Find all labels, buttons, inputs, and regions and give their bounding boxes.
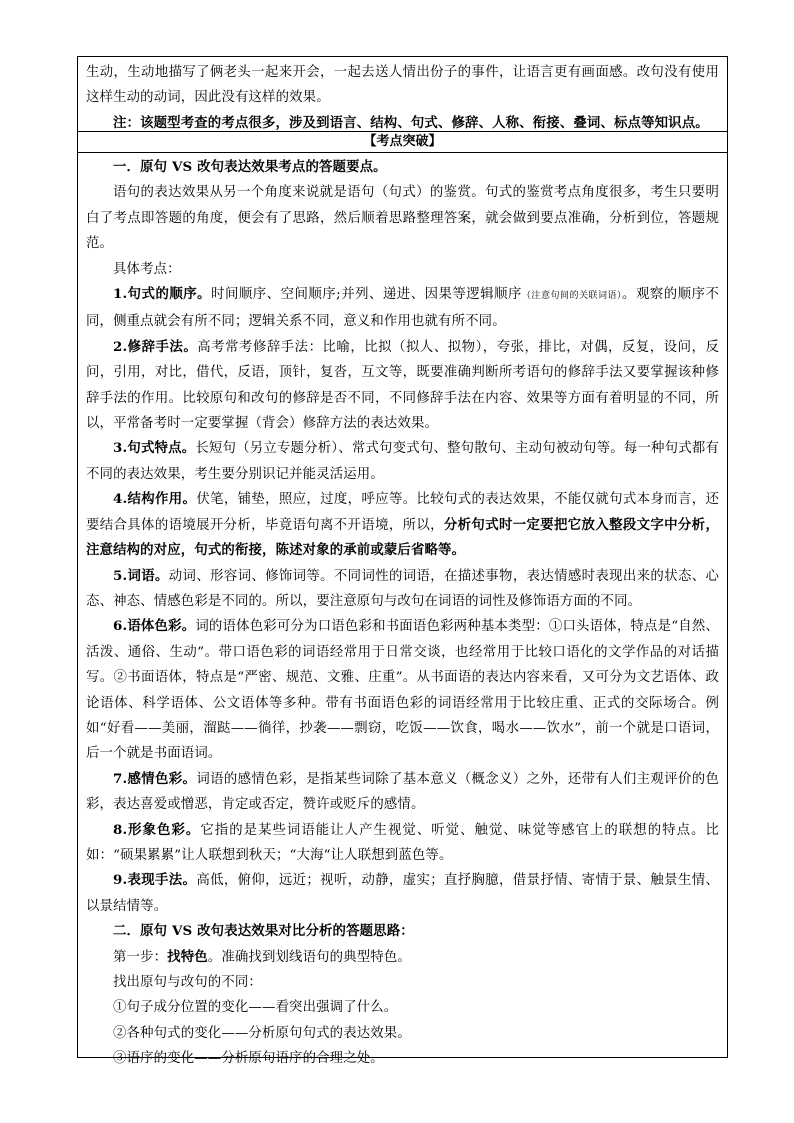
point-1-text-b: 。观察的顺序不同，侧重点就会有所不同；逻辑关系不同，意义和作用也就有所不同。 [86, 287, 719, 330]
point-8-text: 它指的是某些词语能让人产生视觉、听觉、触觉、味觉等感官上的联想的特点。比如：“硕果累累”让人联想到秋天；“大海“让人联想到蓝色等。 [86, 822, 720, 863]
point-3-text: 长短句（另立专题分析）、常式句变式句、整句散句、主动句被动句等。每一种句式都有不同的表达效果，考生要分别识记并能灵活运用。 [86, 441, 719, 482]
step-one-text: 。准确找到划线语句的典型特色。 [207, 949, 411, 965]
point-6 [86, 614, 719, 766]
point-9 [86, 868, 719, 919]
body-cell [78, 153, 727, 1072]
specific-label: 具体考点： [113, 261, 181, 277]
point-8 [86, 818, 719, 869]
point-4-bold: 分析句式时一定要把它放入整段文字中分析，注意结构的对应，句式的衔接，陈述对象的承前或蒙后省略等。 [86, 516, 719, 559]
point-5 [86, 564, 719, 615]
list-item-2: ②各种句式的变化——分析原句句式的表达效果。 [113, 1025, 411, 1041]
point-6-title: 6.语体色彩。 [113, 618, 196, 635]
point-1-note: （注意句间的关联词语） [521, 291, 623, 302]
point-8-title: 8.形象色彩。 [113, 821, 201, 838]
heading-two: 二．原句 VS 改句表达效果对比分析的答题思路： [113, 923, 414, 940]
top-cell [78, 57, 727, 132]
point-2-text: 高考常考修辞手法：比喻，比拟（拟人、拟物），夸张，排比，对偶，反复，设问，反问，引用，对比，借代，反语，顶针，复沓，互文等，既要准确判断所考语句的修辞手法又要掌握该种修辞手法的作用。比较原句和改句的修辞是否不同，不同修辞手法在内容、效果等方面有着明显的不同，所以，平常备考时一定要掌握（背会）修辞方法的表达效果。 [86, 339, 720, 432]
note-paragraph: 注：该题型考查的考点很多，涉及到语言、结构、句式、修辞、人称、衔接、叠词、标点等知识点。 [113, 114, 709, 131]
point-4-text: 伏笔，铺垫，照应，过度，呼应等。比较句式的表达效果，不能仅就句式本身而言，还要结合具体的语境展开分析，毕竟语句离不开语境，所以， [86, 492, 720, 533]
point-1 [86, 282, 719, 335]
point-2 [86, 335, 719, 437]
point-5-title: 5.词语。 [113, 567, 169, 584]
point-1-title: 1.句式的顺序。 [113, 286, 212, 303]
find-diff-label: 找出原句与改句的不同： [113, 975, 262, 990]
content-table [77, 56, 728, 1067]
list-item-3: ③语序的变化——分析原句语序的合理之处。 [113, 1051, 384, 1067]
list-item-1: ①句子成分位置的变化——看突出强调了什么。 [113, 1000, 398, 1016]
section-header: 【考点突破】 [78, 132, 727, 153]
heading-one: 一．原句 VS 改句表达效果考点的答题要点。 [113, 159, 387, 175]
point-4-title: 4.结构作用。 [113, 491, 197, 508]
top-paragraph: 生动，生动地描写了俩老头一起来开会，一起去送人情出份子的事件，让语言更有画面感。改句没有使用这样生动的动词，因此没有这样的效果。 [86, 65, 719, 106]
point-9-title: 9.表现手法。 [113, 872, 197, 889]
point-7 [86, 767, 719, 818]
point-3-title: 3.句式特点。 [113, 440, 196, 457]
point-1-text-a: 时间顺序、空间顺序;并列、递进、因果等逻辑顺序 [211, 287, 522, 303]
step-one-label: 第一步： [113, 949, 168, 965]
point-6-text: 词的语体色彩可分为口语色彩和书面语色彩两种基本类型：①口头语体，特点是“自然、活泼、通俗、生动”。带口语色彩的词语经常用于日常交谈，也经常用于比较口语化的文学作品的对话描写。②书面语体，特点是“严密、规范、文雅、庄重”。从书面语的表达内容来看，又可分为文艺语体、政论语体、科学语体、公文语体等多种。带有书面语色彩的词语经常用于比较庄重、正式的交际场合。例如“好看——美丽，溜跶——徜徉，抄袭——剽窃，吃饭——饮食，喝水——饮水”，前一个就是口语词，后一个就是书面语词。 [86, 619, 719, 762]
point-9-text: 高低，俯仰，远近；视听，动静，虚实；直抒胸臆，借景抒情、寄情于景、触景生情、以景结情等。 [86, 873, 720, 914]
point-3 [86, 436, 719, 487]
point-7-text: 词语的感情色彩，是指某些词除了基本意义（概念义）之外，还带有人们主观评价的色彩，表达喜爱或憎恶，肯定或否定，赞许或贬斥的感情。 [86, 771, 720, 813]
point-4 [86, 487, 719, 563]
intro-paragraph: 语句的表达效果从另一个角度来说就是语句（句式）的鉴赏。句式的鉴赏考点角度很多，考生只要明白了考点即答题的角度，便会有了思路，然后顺着思路整理答案，就会做到要点准确，分析到位，答题规范。 [86, 185, 719, 252]
point-5-text: 动词、形容词、修饰词等。不同词性的词语，在描述事物，表达情感时表现出来的状态、心态、神态、情感色彩是不同的。所以，要注意原句与改句在词语的词性及修饰语方面的不同。 [86, 568, 720, 609]
point-2-title: 2.修辞手法。 [113, 338, 198, 355]
step-one [86, 945, 719, 970]
step-one-keyword: 找特色 [167, 948, 208, 965]
point-7-title: 7.感情色彩。 [113, 770, 197, 787]
